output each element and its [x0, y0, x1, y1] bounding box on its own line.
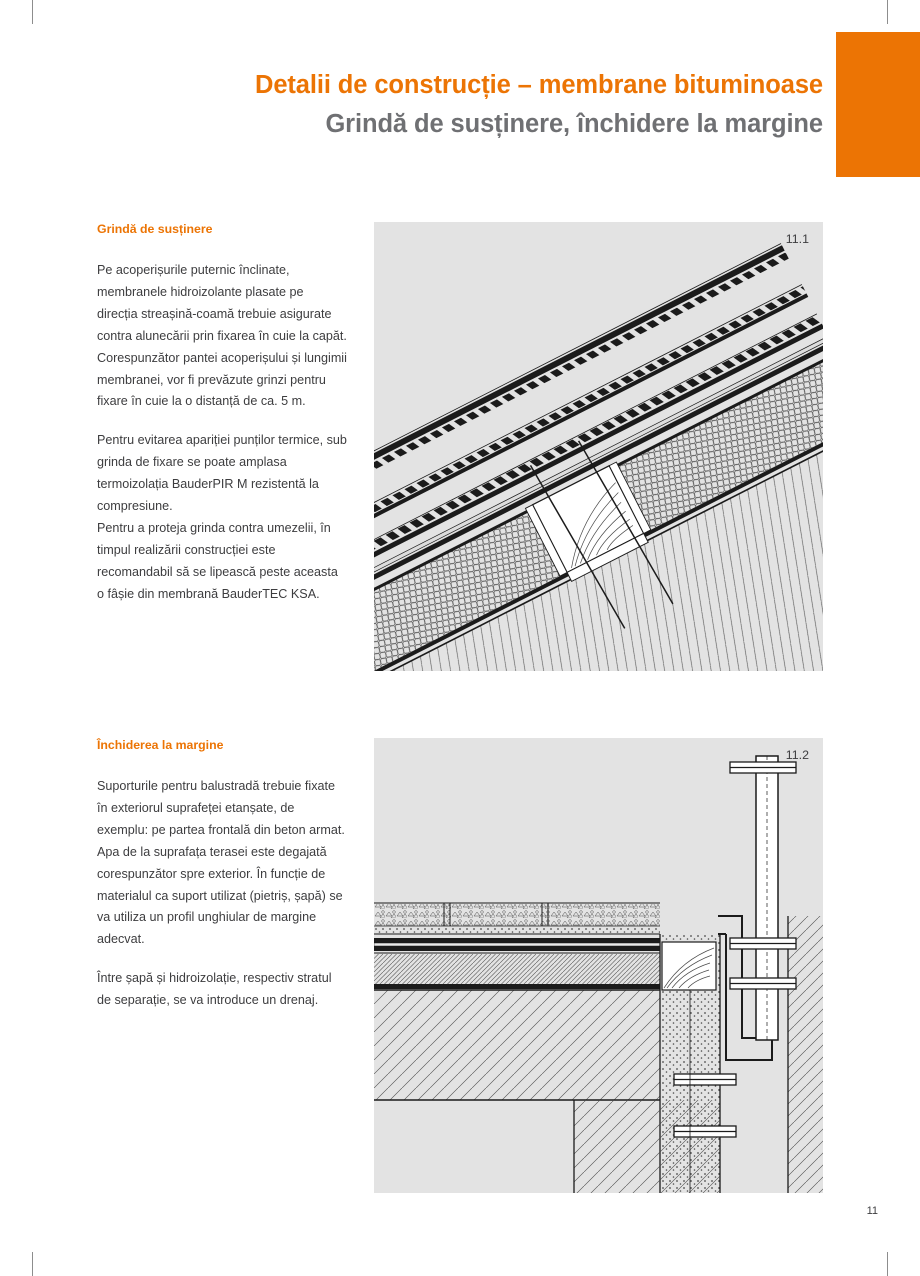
figure-1-number: 11.1: [785, 232, 809, 246]
section-1-text-column: [97, 222, 347, 606]
page-title-sub: Grindă de susținere, închidere la margine: [325, 109, 823, 138]
section-1-paragraph-2: Pentru evitarea apariției punților termice, sub grinda de fixare se poate amplasa termoizolația BauderPIR M rezistentă la compresiune.: [97, 433, 347, 514]
figure-edge-termination-detail: [374, 738, 823, 1193]
crop-mark-bottom-left: [32, 1252, 33, 1276]
section-2-text-column: [97, 738, 347, 1012]
crop-mark-top-left: [32, 0, 33, 24]
section-1-paragraph-1: Pe acoperișurile puternic înclinate, membranele hidroizolante plasate pe direcția streașină-coamă trebuie asigurate contra alunecării prin fixarea în cuie la capăt. Corespunzător pantei acoperișului și lungimii membranei, vor fi prevăzute grinzi pentru fixare în cuie la o distanță de ca. 5 m.: [97, 262, 347, 409]
figure-1-drawing: [374, 222, 823, 671]
page-number: 11: [866, 1205, 878, 1217]
section-2-heading: Închiderea la margine: [97, 738, 224, 752]
page-title: [97, 70, 823, 141]
crop-mark-bottom-right: [887, 1252, 888, 1276]
figure-2-number: 11.2: [785, 748, 809, 762]
section-1-paragraph-3: Pentru a proteja grinda contra umezelii, în timpul realizării construcției este recomandabil să se lipească peste aceasta o fâșie din membrană BauderTEC KSA.: [97, 520, 338, 601]
crop-mark-top-right: [887, 0, 888, 24]
figure-2-drawing: [374, 738, 823, 1193]
chapter-tab: [836, 32, 920, 177]
figure-roof-beam-detail: [374, 222, 823, 671]
page-title-main: Detalii de construcție – membrane bituminoase: [255, 71, 823, 99]
section-2-paragraph-2: Între șapă și hidroizolație, respectiv stratul de separație, se va introduce un drenaj.: [97, 971, 332, 1008]
section-2-paragraph-1: Suporturile pentru balustradă trebuie fixate în exteriorul suprafeței etanșate, de exemplu: pe partea frontală din beton armat. Apa de la suprafața terasei este degajată corespunzător spre exterior. În funcție de materialul ca suport utilizat (pietriș, șapă) se va utiliza un profil unghiular de margine adecvat.: [97, 778, 345, 947]
section-1-heading: Grindă de susținere: [97, 222, 213, 236]
